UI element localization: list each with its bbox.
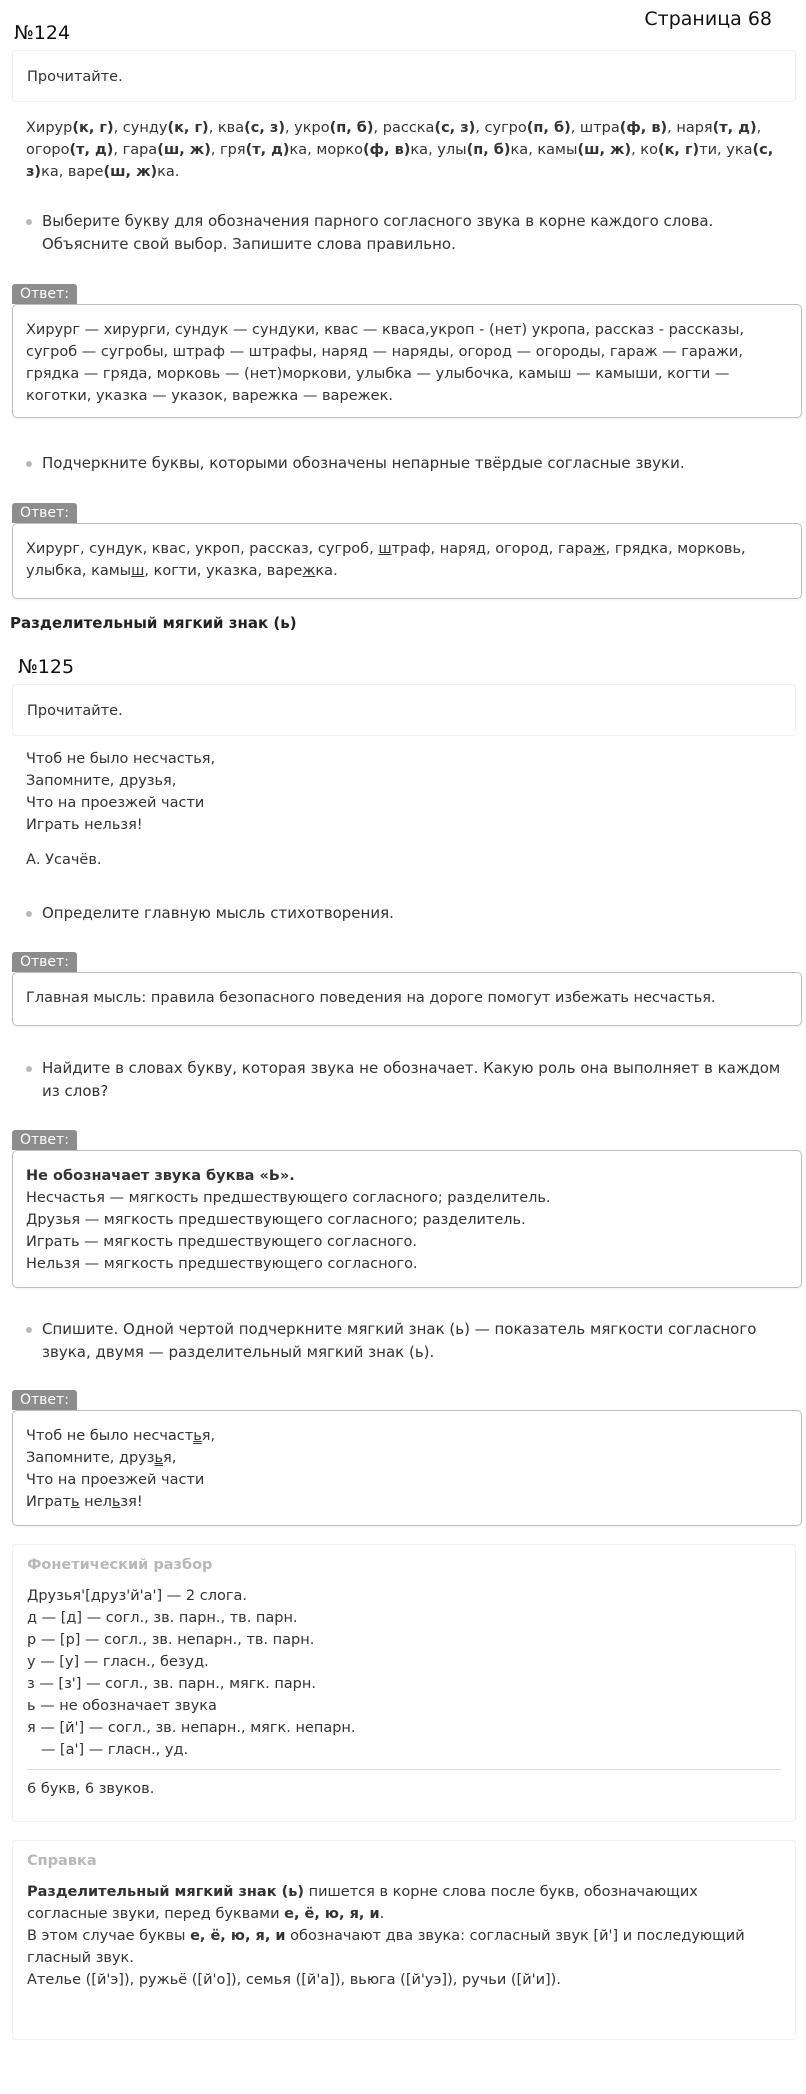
reference-para: Разделительный мягкий знак (ь) пишется в корне слова после букв, обозначающих согласные звуки, перед буквами е, ё, ю, я, и. <box>27 1884 698 1922</box>
poem-line: Играть нельзя! <box>26 817 143 833</box>
phonetic-line: — [а'] — гласн., уд. <box>27 1742 189 1758</box>
read-label: Прочитайте. <box>27 703 123 719</box>
phonetic-lines <box>27 1585 781 1761</box>
phonetic-card <box>12 1544 796 1822</box>
task-125-2: Найдите в словах букву, которая звука не обозначает. Какую роль она выполняет в каждом из слов? <box>26 1057 786 1103</box>
phonetic-line: ь — не обозначает звука <box>27 1698 217 1714</box>
read-card-125 <box>12 684 796 736</box>
answer-line: Нельзя — мягкость предшествующего согласного. <box>26 1256 418 1272</box>
answer-line: Запомните, друзья, <box>26 1450 177 1466</box>
answer-tag: Ответ: <box>12 284 77 304</box>
answer-box-124-2: Хирург, сундук, квас, укроп, рассказ, сугроб, штраф, наряд, огород, гараж, грядка, морковь, улыбка, камыш, когти, указка, варежка. <box>12 523 802 599</box>
phonetic-line: д — [д] — согл., зв. парн., тв. парн. <box>27 1610 298 1626</box>
answer-box-125-1: Главная мысль: правила безопасного поведения на дороге помогут избежать несчастья. <box>12 972 802 1026</box>
answer-line: Друзья — мягкость предшествующего согласного; разделитель. <box>26 1212 526 1228</box>
answer-tag: Ответ: <box>12 1390 77 1410</box>
reference-para: В этом случае буквы е, ё, ю, я, и обозначают два звука: согласный звук [й'] и последующий гласный звук. <box>27 1928 745 1966</box>
phonetic-line: з — [з'] — согл., зв. парн., мягк. парн. <box>27 1676 316 1692</box>
answer-tag: Ответ: <box>12 1130 77 1150</box>
phonetic-line: р — [р] — согл., зв. непарн., тв. парн. <box>27 1632 315 1648</box>
phonetic-line: я — [й'] — согл., зв. непарн., мягк. непарн. <box>27 1720 356 1736</box>
task-125-3: Спишите. Одной чертой подчеркните мягкий знак (ь) — показатель мягкости согласного звука, двумя — разделительный мягкий знак (ь). <box>26 1318 786 1364</box>
answer-line: Играть нельзя! <box>26 1494 143 1510</box>
phonetic-line: у — [у] — гласн., безуд. <box>27 1654 209 1670</box>
words-text-124: Хирур(к, г), сунду(к, г), ква(с, з), укро(п, б), расска(с, з), сугро(п, б), штра(ф, в), наря(т, д), огоро(т, д), гара(ш, ж), гря(т, д)ка, морко(ф, в)ка, улы(п, б)ка, камы(ш, ж), ко(к, г)ти, ука(с, з)ка, варе(ш, ж)ка. <box>26 120 774 180</box>
poem-author: А. Усачёв. <box>26 852 102 868</box>
answer-box-125-2 <box>12 1150 802 1288</box>
section-title: Разделительный мягкий знак (ь) <box>10 614 297 632</box>
page-label: Страница 68 <box>644 8 772 30</box>
phonetic-heading: Фонетический разбор <box>27 1557 213 1573</box>
answer-line: Играть — мягкость предшествующего согласного. <box>26 1234 418 1250</box>
poem-line: Что на проезжей части <box>26 795 205 811</box>
answer-line: Что на проезжей части <box>26 1472 205 1488</box>
answer-title: Не обозначает звука буква «Ь». <box>26 1168 295 1184</box>
poem-line: Запомните, друзья, <box>26 773 177 789</box>
read-label: Прочитайте. <box>27 69 123 85</box>
answer-tag: Ответ: <box>12 952 77 972</box>
answer-line: Несчастья — мягкость предшествующего согласного; разделитель. <box>26 1190 551 1206</box>
exercise-number-125: №125 <box>18 656 75 678</box>
task-124-2: Подчеркните буквы, которыми обозначены непарные твёрдые согласные звуки. <box>26 452 786 475</box>
answer-line: Чтоб не было несчастья, <box>26 1428 216 1444</box>
exercise-number-124: №124 <box>14 22 71 44</box>
answer-box-125-3 <box>12 1410 802 1526</box>
reference-examples: Ателье ([й'э]), ружьё ([й'о]), семья ([й'а]), вьюга ([й'уэ]), ручьи ([й'и]). <box>27 1972 561 1988</box>
read-card-124 <box>12 50 796 102</box>
task-125-1: Определите главную мысль стихотворения. <box>26 902 786 925</box>
reference-card <box>12 1840 796 2040</box>
poem-line: Чтоб не было несчастья, <box>26 751 216 767</box>
phonetic-line: Друзья'[друз'й'а'] — 2 слога. <box>27 1588 247 1604</box>
answer-box-124-1: Хирург — хирурги, сундук — сундуки, квас — кваса,укроп - (нет) укропа, рассказ - рассказы, сугроб — сугробы, штраф — штрафы, наряд — наряды, огород — огороды, гараж — гаражи, грядка — гряда, морковь — (нет)моркови, улыбка — улыбочка, камыш — камыши, когти — коготки, указка — указок, варежка — варежек. <box>12 304 802 418</box>
task-124-1: Выберите букву для обозначения парного согласного звука в корне каждого слова. Объясните свой выбор. Запишите слова правильно. <box>26 210 786 256</box>
poem <box>26 748 786 836</box>
reference-heading: Справка <box>27 1853 97 1869</box>
phonetic-summary: 6 букв, 6 звуков. <box>27 1781 155 1797</box>
answer-tag: Ответ: <box>12 503 77 523</box>
divider <box>27 1769 781 1770</box>
